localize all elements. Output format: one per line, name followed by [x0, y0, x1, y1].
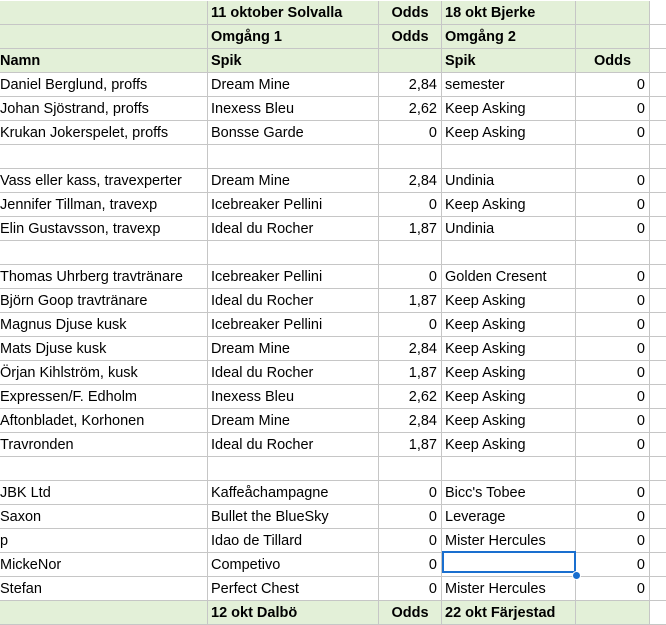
cell-odds-round2[interactable]: 0 — [576, 553, 650, 577]
cell-odds-round1[interactable]: 0 — [379, 529, 442, 553]
cell-name[interactable]: Magnus Djuse kusk — [0, 313, 208, 337]
cell-spik-round2[interactable]: Undinia — [442, 217, 576, 241]
cell-spik-round2[interactable] — [442, 241, 576, 265]
cell-name[interactable]: Krukan Jokerspelet, proffs — [0, 121, 208, 145]
cell-odds-header[interactable]: Odds — [379, 1, 442, 25]
cell-odds-round1[interactable]: 1,87 — [379, 361, 442, 385]
cell-odds-round2[interactable]: 0 — [576, 193, 650, 217]
cell-f[interactable] — [650, 361, 666, 385]
cell-e-footer[interactable] — [576, 601, 650, 625]
cell-f-header3[interactable] — [650, 49, 666, 73]
table-row — [0, 217, 666, 241]
cell-name[interactable]: Saxon — [0, 505, 208, 529]
cell-name[interactable]: Expressen/F. Edholm — [0, 385, 208, 409]
table-row — [0, 313, 666, 337]
cell-odds-round2[interactable]: 0 — [576, 97, 650, 121]
table-row — [0, 361, 666, 385]
cell-odds-round1[interactable]: 0 — [379, 505, 442, 529]
cell-spik-round2[interactable] — [442, 145, 576, 169]
cell-odds-round1[interactable]: 2,84 — [379, 73, 442, 97]
cell-f[interactable] — [650, 313, 666, 337]
cell-spik-round1[interactable]: Dream Mine — [208, 409, 379, 433]
cell-odds-round1[interactable]: 2,62 — [379, 97, 442, 121]
cell-odds-header[interactable]: Odds — [576, 49, 650, 73]
cell-f[interactable] — [650, 457, 666, 481]
cell-f[interactable] — [650, 577, 666, 601]
cell-odds-header[interactable]: Odds — [379, 25, 442, 49]
table-row — [0, 73, 666, 97]
cell-f[interactable] — [650, 121, 666, 145]
table-row — [0, 169, 666, 193]
cell-odds-round2[interactable]: 0 — [576, 529, 650, 553]
cell-odds-header[interactable]: Odds — [379, 601, 442, 625]
cell-name[interactable]: MickeNor — [0, 553, 208, 577]
cell-odds-round2[interactable]: 0 — [576, 265, 650, 289]
cell-odds-round2[interactable]: 0 — [576, 481, 650, 505]
table-row — [0, 337, 666, 361]
cell-odds-round1[interactable] — [379, 241, 442, 265]
header-row-dates — [0, 1, 666, 25]
cell-f[interactable] — [650, 529, 666, 553]
cell-odds-round1[interactable]: 1,87 — [379, 217, 442, 241]
cell-f[interactable] — [650, 97, 666, 121]
cell-name[interactable]: Jennifer Tillman, travexp — [0, 193, 208, 217]
cell-spik-round1[interactable]: Dream Mine — [208, 73, 379, 97]
cell-f[interactable] — [650, 481, 666, 505]
cell-spik-round2[interactable]: Mister Hercules — [442, 577, 576, 601]
cell-spik-round1[interactable]: Bullet the BlueSky — [208, 505, 379, 529]
table-row — [0, 241, 666, 265]
cell-odds-round2[interactable]: 0 — [576, 217, 650, 241]
cell-round1-label[interactable]: Omgång 1 — [208, 25, 379, 49]
cell-spik-round2[interactable] — [442, 553, 576, 577]
cell-spik-round1[interactable]: Ideal du Rocher — [208, 217, 379, 241]
table-row — [0, 553, 666, 577]
fill-handle[interactable] — [572, 571, 581, 580]
cell-f[interactable] — [650, 217, 666, 241]
header-row-rounds — [0, 25, 666, 49]
cell-name[interactable]: Elin Gustavsson, travexp — [0, 217, 208, 241]
cell-f-header1[interactable] — [650, 1, 666, 25]
cell-odds-round2[interactable]: 0 — [576, 505, 650, 529]
footer-header-row — [0, 601, 666, 625]
cell-name[interactable]: Björn Goop travtränare — [0, 289, 208, 313]
cell-odds-round1[interactable]: 0 — [379, 313, 442, 337]
cell-spik-round1[interactable]: Inexess Bleu — [208, 385, 379, 409]
cell-name[interactable]: Örjan Kihlström, kusk — [0, 361, 208, 385]
cell-odds-round2[interactable] — [576, 241, 650, 265]
cell-name[interactable]: p — [0, 529, 208, 553]
table-row — [0, 385, 666, 409]
cell-odds-round2[interactable] — [576, 145, 650, 169]
cell-spik-round1[interactable]: Ideal du Rocher — [208, 433, 379, 457]
cell-f[interactable] — [650, 73, 666, 97]
cell-odds-round2[interactable]: 0 — [576, 433, 650, 457]
cell-spik-round1[interactable] — [208, 145, 379, 169]
cell-spik-round1[interactable]: Inexess Bleu — [208, 97, 379, 121]
cell-odds-round1[interactable]: 1,87 — [379, 289, 442, 313]
cell-name[interactable]: Daniel Berglund, proffs — [0, 73, 208, 97]
cell-spik-round1[interactable]: Dream Mine — [208, 169, 379, 193]
table-row — [0, 529, 666, 553]
table-row — [0, 409, 666, 433]
cell-f[interactable] — [650, 241, 666, 265]
cell-round4-date[interactable]: 22 okt Färjestad — [442, 601, 576, 625]
header-row-columns — [0, 49, 666, 73]
cell-spik-round2[interactable]: semester — [442, 73, 576, 97]
table-row — [0, 289, 666, 313]
cell-spik-round2[interactable]: Keep Asking — [442, 385, 576, 409]
cell-odds-round1[interactable]: 0 — [379, 193, 442, 217]
cell-round2-label[interactable]: Omgång 2 — [442, 25, 576, 49]
cell-name[interactable] — [0, 457, 208, 481]
cell-odds-round2[interactable]: 0 — [576, 409, 650, 433]
cell-a-header1[interactable] — [0, 1, 208, 25]
cell-odds-round1[interactable]: 2,84 — [379, 409, 442, 433]
cell-spik-header[interactable]: Spik — [442, 49, 576, 73]
table-row — [0, 265, 666, 289]
cell-spik-round1[interactable]: Icebreaker Pellini — [208, 193, 379, 217]
table-row — [0, 121, 666, 145]
cell-spik-round2[interactable]: Keep Asking — [442, 313, 576, 337]
table-row — [0, 457, 666, 481]
cell-name[interactable]: Thomas Uhrberg travtränare — [0, 265, 208, 289]
cell-c-header3[interactable] — [379, 49, 442, 73]
cell-spik-round1[interactable]: Perfect Chest — [208, 577, 379, 601]
cell-f[interactable] — [650, 169, 666, 193]
cell-odds-round2[interactable]: 0 — [576, 169, 650, 193]
cell-f-header2[interactable] — [650, 25, 666, 49]
cell-spik-round1[interactable]: Idao de Tillard — [208, 529, 379, 553]
cell-odds-round1[interactable] — [379, 145, 442, 169]
cell-spik-round2[interactable]: Keep Asking — [442, 193, 576, 217]
table-row — [0, 577, 666, 601]
cell-spik-round2[interactable]: Keep Asking — [442, 337, 576, 361]
cell-name[interactable]: Aftonbladet, Korhonen — [0, 409, 208, 433]
cell-spik-round1[interactable]: Competivo — [208, 553, 379, 577]
cell-spik-round1[interactable]: Kaffeåchampagne — [208, 481, 379, 505]
cell-spik-round2[interactable]: Keep Asking — [442, 97, 576, 121]
cell-f[interactable] — [650, 193, 666, 217]
cell-odds-round2[interactable]: 0 — [576, 337, 650, 361]
cell-round1-date[interactable]: 11 oktober Solvalla — [208, 1, 379, 25]
cell-spik-round2[interactable]: Mister Hercules — [442, 529, 576, 553]
cell-odds-round1[interactable]: 0 — [379, 121, 442, 145]
cell-f[interactable] — [650, 337, 666, 361]
cell-name[interactable] — [0, 145, 208, 169]
cell-f[interactable] — [650, 409, 666, 433]
cell-name[interactable]: Stefan — [0, 577, 208, 601]
cell-spik-round2[interactable] — [442, 457, 576, 481]
cell-spik-round1[interactable] — [208, 457, 379, 481]
cell-odds-round2[interactable]: 0 — [576, 289, 650, 313]
cell-name[interactable]: Johan Sjöstrand, proffs — [0, 97, 208, 121]
cell-odds-round1[interactable]: 0 — [379, 577, 442, 601]
cell-f[interactable] — [650, 145, 666, 169]
cell-spik-round2[interactable]: Keep Asking — [442, 121, 576, 145]
cell-a-footer[interactable] — [0, 601, 208, 625]
cell-spik-round2[interactable]: Bicc's Tobee — [442, 481, 576, 505]
table-row — [0, 505, 666, 529]
cell-name[interactable]: JBK Ltd — [0, 481, 208, 505]
cell-round3-date[interactable]: 12 okt Dalbö — [208, 601, 379, 625]
cell-spik-round2[interactable]: Undinia — [442, 169, 576, 193]
cell-odds-round1[interactable] — [379, 457, 442, 481]
cell-a-header2[interactable] — [0, 25, 208, 49]
cell-spik-header[interactable]: Spik — [208, 49, 379, 73]
cell-name[interactable]: Mats Djuse kusk — [0, 337, 208, 361]
cell-spik-round2[interactable]: Leverage — [442, 505, 576, 529]
cell-spik-round1[interactable]: Bonsse Garde — [208, 121, 379, 145]
cell-spik-round1[interactable] — [208, 241, 379, 265]
cell-f[interactable] — [650, 385, 666, 409]
cell-odds-round2[interactable]: 0 — [576, 577, 650, 601]
cell-odds-round2[interactable]: 0 — [576, 361, 650, 385]
cell-spik-round2[interactable]: Keep Asking — [442, 433, 576, 457]
table-row — [0, 145, 666, 169]
cell-spik-round1[interactable]: Dream Mine — [208, 337, 379, 361]
cell-name[interactable]: Vass eller kass, travexperter — [0, 169, 208, 193]
cell-f[interactable] — [650, 265, 666, 289]
cell-spik-round2[interactable]: Keep Asking — [442, 361, 576, 385]
cell-spik-round1[interactable]: Ideal du Rocher — [208, 289, 379, 313]
cell-name[interactable]: Travronden — [0, 433, 208, 457]
cell-odds-round1[interactable]: 2,84 — [379, 169, 442, 193]
cell-odds-round2[interactable] — [576, 457, 650, 481]
table-row — [0, 193, 666, 217]
cell-f[interactable] — [650, 433, 666, 457]
cell-spik-round1[interactable]: Icebreaker Pellini — [208, 313, 379, 337]
cell-odds-round1[interactable]: 0 — [379, 481, 442, 505]
cell-odds-round1[interactable]: 0 — [379, 553, 442, 577]
table-row — [0, 97, 666, 121]
cell-odds-round2[interactable]: 0 — [576, 73, 650, 97]
cell-spik-round2[interactable]: Golden Cresent — [442, 265, 576, 289]
cell-round2-date[interactable]: 18 okt Bjerke — [442, 1, 576, 25]
cell-odds-round1[interactable]: 2,62 — [379, 385, 442, 409]
cell-f-footer[interactable] — [650, 601, 666, 625]
cell-odds-round1[interactable]: 0 — [379, 265, 442, 289]
cell-odds-round1[interactable]: 2,84 — [379, 337, 442, 361]
cell-odds-round2[interactable]: 0 — [576, 313, 650, 337]
table-row — [0, 481, 666, 505]
table-row — [0, 433, 666, 457]
cell-odds-round2[interactable]: 0 — [576, 121, 650, 145]
cell-f[interactable] — [650, 289, 666, 313]
cell-spik-round1[interactable]: Icebreaker Pellini — [208, 265, 379, 289]
cell-name-header[interactable]: Namn — [0, 49, 208, 73]
cell-odds-round2[interactable]: 0 — [576, 385, 650, 409]
cell-e-header1[interactable] — [576, 1, 650, 25]
cell-f[interactable] — [650, 505, 666, 529]
cell-name[interactable] — [0, 241, 208, 265]
cell-e-header2[interactable] — [576, 25, 650, 49]
cell-spik-round1[interactable]: Ideal du Rocher — [208, 361, 379, 385]
cell-f[interactable] — [650, 553, 666, 577]
cell-odds-round1[interactable]: 1,87 — [379, 433, 442, 457]
cell-spik-round2[interactable]: Keep Asking — [442, 409, 576, 433]
cell-spik-round2[interactable]: Keep Asking — [442, 289, 576, 313]
